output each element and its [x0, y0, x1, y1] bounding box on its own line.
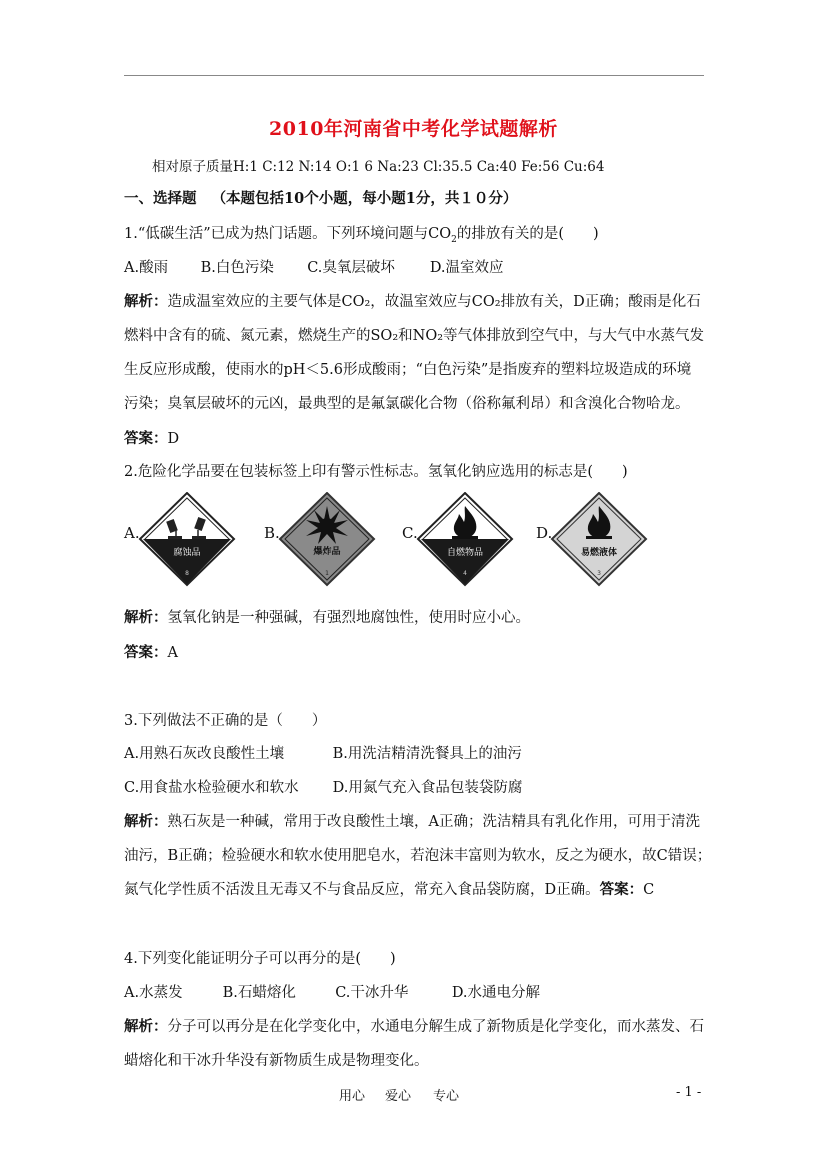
sign-b — [264, 492, 394, 587]
q3-analysis-line-2: 油污，B正确；检验硬水和软水使用肥皂水，若泡沫丰富则为软水，反之为硬水，故C错误； — [124, 848, 712, 864]
sign-b-label: 爆炸品 — [313, 547, 341, 557]
sign-b-number: 1 — [325, 570, 329, 577]
sign-d — [536, 492, 666, 587]
sign-a — [124, 492, 254, 587]
q1-answer-value: D — [167, 431, 180, 447]
q3-answer-value: C — [643, 882, 655, 898]
q2-answer-value: A — [167, 645, 178, 661]
q1-analysis-line-4: 污染；臭氧层破坏的元凶，最典型的是氟氯碳化合物（俗称氟利昂）和含溴化合物哈龙。 — [124, 396, 690, 412]
q2-analysis-label: 解析： — [124, 609, 168, 626]
explosive-sign — [278, 492, 376, 587]
page-number: - 1 - — [676, 1085, 702, 1100]
header-rule — [124, 75, 704, 76]
sign-c — [402, 492, 532, 587]
q2-stem: 2.危险化学品要在包装标签上印有警示性标志。氢氧化钠应选用的标志是( ) — [124, 464, 628, 480]
corrosive-sign — [138, 492, 236, 587]
q1-stem-text: 1.“低碳生活”已成为热门话题。下列环境问题与CO — [124, 226, 452, 242]
q4-analysis-line-1 — [124, 1015, 704, 1036]
q3-options-row-2 — [124, 776, 522, 797]
q1-option-d: D.温室效应 — [429, 260, 504, 276]
q3-option-a: A.用熟石灰改良酸性土壤 — [124, 746, 285, 762]
q1-analysis-line-3: 生反应形成酸，使雨水的pH＜5.6形成酸雨；“白色污染”是指废弃的塑料垃圾造成的环境 — [124, 362, 692, 378]
q4-option-a: A.水蒸发 — [124, 985, 183, 1001]
q1-option-b: B.白色污染 — [200, 260, 274, 276]
section-note: （本题包括10个小题，每小题1分，共１０分） — [211, 190, 518, 207]
q4-option-b: B.石蜡熔化 — [222, 985, 296, 1001]
footer-motto-3: 专心 — [433, 1089, 460, 1104]
q4-option-d: D.水通电分解 — [451, 985, 541, 1001]
q1-option-c: C.臭氧层破坏 — [307, 260, 395, 276]
q1-analysis-text: 造成温室效应的主要气体是CO₂，故温室效应与CO₂排放有关，D正确；酸雨是化石 — [167, 294, 701, 310]
page-title: 2010年河南省中考化学试题解析 — [269, 118, 558, 140]
section-heading — [124, 187, 517, 208]
q3-analysis-text: 熟石灰是一种碱，常用于改良酸性土壤，A正确；洗洁精具有乳化作用，可用于清洗 — [167, 814, 700, 830]
q1-stem-subscript: 2 — [451, 234, 457, 245]
sign-b-letter: B. — [264, 524, 280, 542]
q3-options-row-1 — [124, 742, 522, 763]
q1-analysis-line-2: 燃料中含有的硫、氮元素，燃烧生产的SO₂和NO₂等气体排放到空气中，与大气中水蒸气发 — [124, 328, 705, 344]
sign-d-letter: D. — [536, 524, 553, 542]
q1-option-a: A.酸雨 — [124, 260, 169, 276]
q3-option-d: D.用氮气充入食品包装袋防腐 — [332, 780, 523, 796]
q4-option-c: C.干冰升华 — [335, 985, 409, 1001]
footer-motto-1: 用心 — [339, 1089, 366, 1104]
q3-analysis-label: 解析： — [124, 813, 168, 830]
spontaneous-combustion-sign — [416, 492, 514, 587]
sign-a-label: 腐蚀品 — [173, 548, 201, 558]
sign-c-number: 4 — [463, 570, 467, 577]
q2-analysis-text: 氢氧化钠是一种强碱，有强烈地腐蚀性，使用时应小心。 — [167, 610, 530, 626]
q2-answer — [124, 641, 178, 662]
q3-answer-label: 答案： — [599, 881, 644, 898]
section-title: 一、选择题 — [124, 190, 197, 207]
sign-d-number: 3 — [597, 570, 601, 577]
sign-c-label: 自燃物品 — [446, 548, 484, 558]
q1-stem-text-end: 的排放有关的是( ) — [456, 226, 599, 242]
q1-analysis-label: 解析： — [124, 293, 168, 310]
footer-motto-2: 爱心 — [385, 1089, 412, 1104]
q3-analysis-text-end: 氮气化学性质不活泼且无毒又不与食品反应，常充入食品袋防腐，D正确。 — [124, 882, 600, 898]
q4-analysis-line-2: 蜡熔化和干冰升华没有新物质生成是物理变化。 — [124, 1053, 429, 1069]
flammable-liquid-sign — [550, 492, 648, 587]
sign-c-letter: C. — [402, 524, 418, 542]
q4-analysis-text: 分子可以再分是在化学变化中，水通电分解生成了新物质是化学变化，而水蒸发、石 — [167, 1019, 704, 1035]
q3-option-c: C.用食盐水检验硬水和软水 — [124, 780, 299, 796]
q3-analysis-line-1 — [124, 810, 700, 831]
hazard-signs — [124, 492, 704, 587]
sign-a-number: 8 — [185, 570, 189, 577]
q3-option-b: B.用洗洁精清洗餐具上的油污 — [332, 746, 522, 762]
q2-answer-label: 答案： — [124, 644, 168, 661]
q3-analysis-line-3 — [124, 878, 654, 899]
q4-analysis-label: 解析： — [124, 1018, 168, 1035]
q1-stem — [124, 222, 599, 245]
q1-answer — [124, 427, 179, 448]
q3-stem: 3.下列做法不正确的是（ ） — [124, 713, 327, 729]
q4-options — [124, 981, 540, 1002]
q1-analysis-line-1 — [124, 290, 701, 311]
atomic-masses: 相对原子质量H:1 C:12 N:14 O:1 6 Na:23 Cl:35.5 Ca:40 Fe:56 Cu:64 — [152, 159, 605, 175]
q1-options — [124, 256, 504, 277]
q2-analysis — [124, 606, 530, 627]
q1-answer-label: 答案： — [124, 430, 168, 447]
sign-d-label: 易燃液体 — [580, 548, 618, 558]
sign-a-letter: A. — [124, 524, 140, 542]
q4-stem: 4.下列变化能证明分子可以再分的是( ) — [124, 951, 396, 967]
